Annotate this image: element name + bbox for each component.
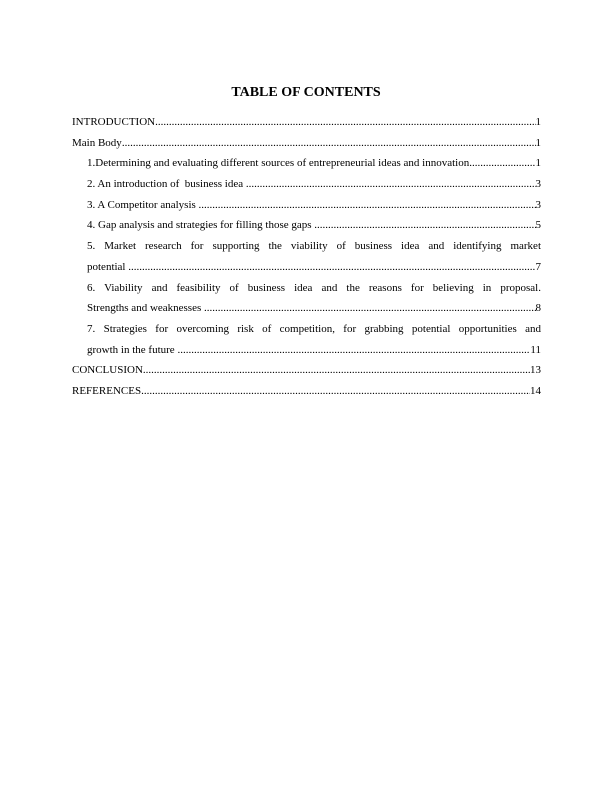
toc-entry-introduction[interactable]: [72, 112, 541, 133]
toc-page-number: 5: [535, 219, 541, 232]
toc-entry-label: 2. An introduction of business idea: [87, 178, 246, 191]
toc-entry-label: Main Body: [72, 136, 122, 149]
dot-leader: [469, 153, 535, 174]
toc-page-number: 3: [535, 178, 541, 191]
toc-entry-section-7[interactable]: [72, 319, 541, 340]
toc-entry-section-1[interactable]: [72, 153, 541, 174]
toc-page-number: 1: [535, 136, 541, 149]
toc-entry-section-5-cont[interactable]: [72, 257, 541, 278]
dot-leader: [314, 215, 535, 236]
toc-entry-section-5[interactable]: [72, 236, 541, 257]
toc-entry-label: CONCLUSION: [72, 364, 143, 377]
toc-page-number: 3: [535, 198, 541, 211]
toc-title: TABLE OF CONTENTS: [231, 85, 381, 100]
toc-entry-section-4[interactable]: [72, 215, 541, 236]
dot-leader: [122, 133, 536, 154]
toc-entry-section-3[interactable]: [72, 195, 541, 216]
dot-leader: [199, 195, 536, 216]
toc-entry-label-line1: 6. Viability and feasibility of business idea and the reasons for believing in proposal.: [87, 281, 541, 294]
dot-leader: [246, 174, 536, 195]
toc-page-number: 8: [535, 302, 541, 315]
toc-page-number: 1: [535, 116, 541, 128]
toc-entry-label-line1: 7. Strategies for overcoming risk of competition, for grabbing potential opportunities and: [87, 322, 541, 335]
toc-entry-label: 3. A Competitor analysis: [87, 198, 199, 211]
toc-entry-section-6-cont[interactable]: [72, 298, 541, 319]
dot-leader: [141, 381, 530, 402]
dot-leader: [128, 257, 535, 278]
toc-entry-label: potential: [87, 260, 129, 273]
toc-entry-references[interactable]: [72, 381, 541, 402]
toc-page-number: 7: [535, 260, 541, 273]
dot-leader: [204, 298, 535, 319]
dot-leader: [143, 360, 530, 381]
toc-entry-label-line1: 5. Market research for supporting the viability of business idea and identifying market: [87, 240, 541, 253]
toc-entry-section-6[interactable]: [72, 278, 541, 299]
dot-leader: [177, 340, 530, 361]
toc-entry-label: REFERENCES: [72, 384, 142, 397]
toc-page-number: 1: [535, 157, 541, 170]
toc-entry-label: 4. Gap analysis and strategies for filling those gaps: [87, 219, 315, 232]
toc-page-number: 11: [530, 343, 541, 356]
toc-entry-section-7-cont[interactable]: [72, 340, 541, 361]
toc-page-number: 14: [530, 384, 541, 397]
toc-entry-label: 1.Determining and evaluating different sources of entrepreneurial ideas and innovation: [87, 157, 470, 170]
dot-leader: [155, 112, 535, 133]
toc-entry-conclusion[interactable]: [72, 360, 541, 381]
toc-entry-section-2[interactable]: [72, 174, 541, 195]
toc-entry-label: Strengths and weaknesses: [87, 302, 205, 315]
toc-entry-label: growth in the future: [87, 343, 178, 356]
table-of-contents: [72, 112, 541, 402]
toc-entry-main-body[interactable]: [72, 133, 541, 154]
toc-page-number: 13: [530, 364, 541, 377]
toc-entry-label: INTRODUCTION: [72, 116, 156, 128]
